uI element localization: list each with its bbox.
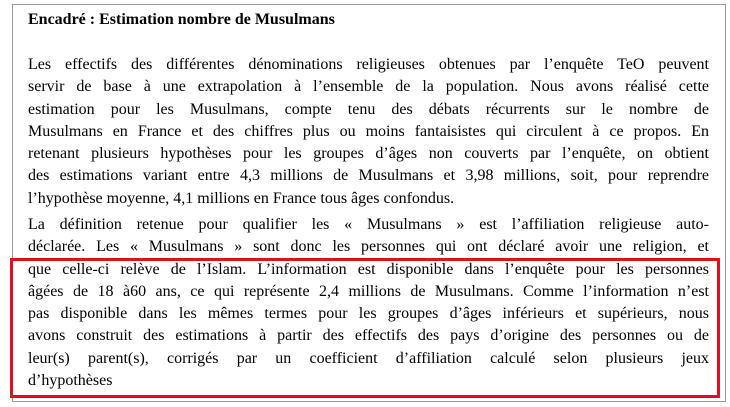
paragraph-2-line: pas disponible dans les mêmes termes pour les groupes d’âges inférieurs et supérieurs, nous — [28, 305, 709, 323]
paragraph-2-line: avons construit des estimations à partir des effectifs des pays d’origine des personnes ou de — [28, 327, 709, 345]
paragraph-2-line: leur(s) parent(s), corrigés par un coefficient d’affiliation calculé selon plusieurs jeux — [28, 349, 709, 367]
paragraph-2-line: déclarée. Les « Musulmans » sont donc les personnes qui ont déclaré avoir une religion, et — [28, 238, 709, 256]
paragraph-2-line: La définition retenue pour qualifier les « Musulmans » est l’affiliation religieuse auto- — [28, 216, 709, 233]
paragraph-1-line: retenant plusieurs hypothèses pour les groupes d’âges non couverts par l’enquête, on obtient — [28, 145, 709, 163]
paragraph-1-line: Musulmans en France et des chiffres plus ou moins fantaisistes qui circulent à ce propos. En — [28, 122, 709, 140]
paragraph-1-line: servir de base à une extrapolation à l’ensemble de la population. Nous avons réalisé cette — [28, 78, 709, 96]
paragraph-2-line: âgées de 18 à60 ans, ce qui représente 2,4 millions de Musulmans. Comme l’information n’est — [28, 282, 709, 300]
paragraph-2-line: d’hypothèses — [28, 372, 113, 390]
paragraph-1 — [28, 54, 709, 210]
paragraph-1-line: l’hypothèse moyenne, 4,1 millions en France tous âges confondus. — [28, 189, 455, 207]
paragraph-2 — [28, 214, 709, 392]
paragraph-1-line: des estimations variant entre 4,3 millions de Musulmans et 3,98 millions, soit, pour reprendre — [28, 167, 709, 185]
paragraph-2-line: que celle-ci relève de l’Islam. L’information est disponible dans l’enquête pour les personnes — [28, 260, 709, 278]
paragraph-1-line: estimation pour les Musulmans, compte tenu des débats récurrents sur le nombre de — [28, 100, 709, 118]
paragraph-1-line: Les effectifs des différentes dénominations religieuses obtenues par l’enquête TeO peuvent — [28, 56, 709, 73]
encadre-title: Encadré : Estimation nombre de Musulmans — [28, 11, 335, 28]
